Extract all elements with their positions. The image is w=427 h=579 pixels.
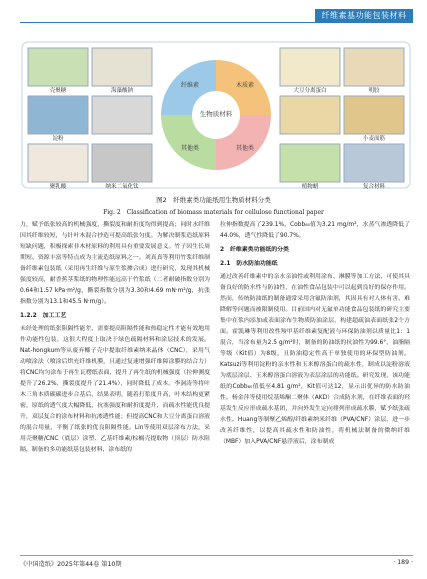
footer-rule bbox=[20, 555, 413, 556]
figure-item-label: 大豆分离蛋白 bbox=[293, 88, 327, 94]
page-number: · 189 · bbox=[393, 559, 413, 566]
figure-item-label: 海藻酸钠 bbox=[110, 88, 133, 94]
figure-quadrant-label-tr: 木质素 bbox=[235, 82, 254, 89]
figure-quadrant-label-bl: 其他类 bbox=[180, 145, 199, 152]
figure-quadrant-label-br: 其他类 bbox=[235, 145, 254, 152]
figure-biomass-classification bbox=[20, 40, 412, 190]
figure-caption-cn: 图2 纤维素类功能纸用生物质材料分类 bbox=[156, 196, 271, 204]
header-tab: 纤维素基功能包装材料 bbox=[315, 9, 413, 23]
figure-item-label: 植物蜡 bbox=[301, 184, 319, 190]
figure-quadrant-label-tl: 纤维素 bbox=[180, 82, 199, 89]
section-heading: 2 纤维素类功能纸的分类 bbox=[220, 247, 289, 253]
journal-footer: 《中国造纸》2025年第44卷 第10期 bbox=[20, 561, 122, 568]
left-column bbox=[20, 220, 210, 456]
subsection-heading: 2.1 防水防油功能纸 bbox=[220, 261, 278, 267]
figure-item-label: 壳聚糖 bbox=[49, 88, 67, 94]
paragraph: 力，赋予纸张较高的机械强度，撕裂度和耐折度均得到提高；同时水纤维因其纤维较短，与针叶木混合抄造可提高纸张匀度。为解决制浆造纸原料短缺问题，积极探索非木材原料的利用具有重要发展意义。竹子因生长周期短、资源丰富等特点成为主流造纸原料之一。刘真真等利用竹浆纤维制备纤维素包装纸（采用再生纤维与原生浆掺合成）进行研究，发现其机械强度较高，耐香蕉茎浆纸的物理性能远高于竹浆纸（二者耐破指数分别为0.64和1.57 kPa·m²/g，撕裂指数分别为3.30和4.69 mN·m²/g，抗张指数分别为13.1和45.5 N·m/g）。 bbox=[20, 222, 210, 305]
figure-item-label: 小麦面筋 bbox=[362, 136, 385, 142]
section-heading: 1.2.2 加工工艺 bbox=[20, 313, 67, 319]
right-column bbox=[220, 220, 410, 448]
figure-item-label: 纳米二氧化钛 bbox=[105, 184, 139, 190]
paragraph: 拉伸指数提高了239.1%，Cobb₆₀值为3.21 mg/m²，水蒸气渗透降低了44.0%，透气性降低了90.7%。 bbox=[220, 222, 410, 239]
figure-item-label: 聚乳酸 bbox=[49, 184, 67, 190]
figure-item-label: 复合材料 bbox=[362, 184, 385, 190]
paragraph: 未经处理的纸张阻隔性能差，需要提高阻隔性能和热稳定性才能有效地用作功能性包装，这很大程度上取决于绿色疏隔材料和涂层技术的发展。Nat-hongkum等从废弃椰子壳中提取纤维素纳米晶体（CNC），采用气动喷涂法（喷涂后烘充纤维机膜，且通过复速增强纤维障涂膜的结合力）将CNC均匀涂布于再生瓦楞纸表面，提升了再生纸的机械强度（拉伸测度提升了26.2%，撕裂度提升了21.4%），同时降低了成本。李洞涛等将叶木三角本质碳碳进步合基后，结果表明，随着打浆度升高，叶木结构更紧密，原纸的透气度大幅降低，抗塞强度和耐折度提升，而疏水性能优良提升，双层复合的涂布材料和抗渗透性能；但提高CNC和大豆分离蛋白溶液的混合用量，平衡了纸张的优良阻隔性能。Lin等使用双层涂布方法，采用壳聚糖/CNC（底层）涂塑、乙基纤维素/棕榈壳提取物（顶层）防水阻隔，制备的多功能纸基包装材料，涂布纸的 bbox=[20, 326, 210, 453]
page-header bbox=[0, 0, 427, 26]
figure-center-label: 生物质材料 bbox=[199, 110, 233, 118]
figure-item-label: 淀粉 bbox=[52, 136, 64, 142]
figure-caption-en: Fig. 2 Classification of biomass materials for cellulose functional paper bbox=[103, 209, 324, 216]
paragraph: 通过改善纤维素中的亲水亲油性或利用涂布、淋膜等加工方法，可使其具备良好的防水性与防油性，在油性食品包装中可以起到良好的保存作用。然而，传统防油纸的制备通常采用含氟防油剂，其因具有对人体有害、难降解等问题而被限制使用。目前国内对无氟单功能食品包装纸的研究主要集中在浆内添加或表面涂布生物质防油涂层，构建超疏油表面纸张2个方面。霍凯琳等利用改性羧甲基纤维素复配液与环保防油剂以质量比1：1混合，当涂布量为2.5 g/m²时，制备的防油纸的抗油性为99.6°，油脂隔等级（Kit值）为8级，且防油稳定性高于单独使用的环保型防油剂。Katsuzi等利用淀粉的亲水性和玉米醇溶蛋白的疏水性，制成以淀粉溶液为底层涂层、玉米醇溶蛋白溶液为表层涂层的功能纸。研究发现，该功能纸的Cobb₆₀值低至4.81 g/m²，Kit值可达12，显示出优异的防水防油性。杨金萍等使用烷基烯酮二聚体（AKD）合成防水剂，在纤维表面的羟基发生反应形成疏水基团，并向外发生定向排列形成疏水膜，赋予纸张疏水性。Huang等制聚乙烯醇/纤维素纳米纤维（PVA/CNF）涂层，进一步改善纤维性，以提高其疏水性和防油性。将机械法制备的微纳纤维（MBF）加入PVA/CNF悬浮液后，涂布制成 bbox=[220, 274, 410, 445]
figure-item-label: 明胶 bbox=[368, 88, 380, 94]
